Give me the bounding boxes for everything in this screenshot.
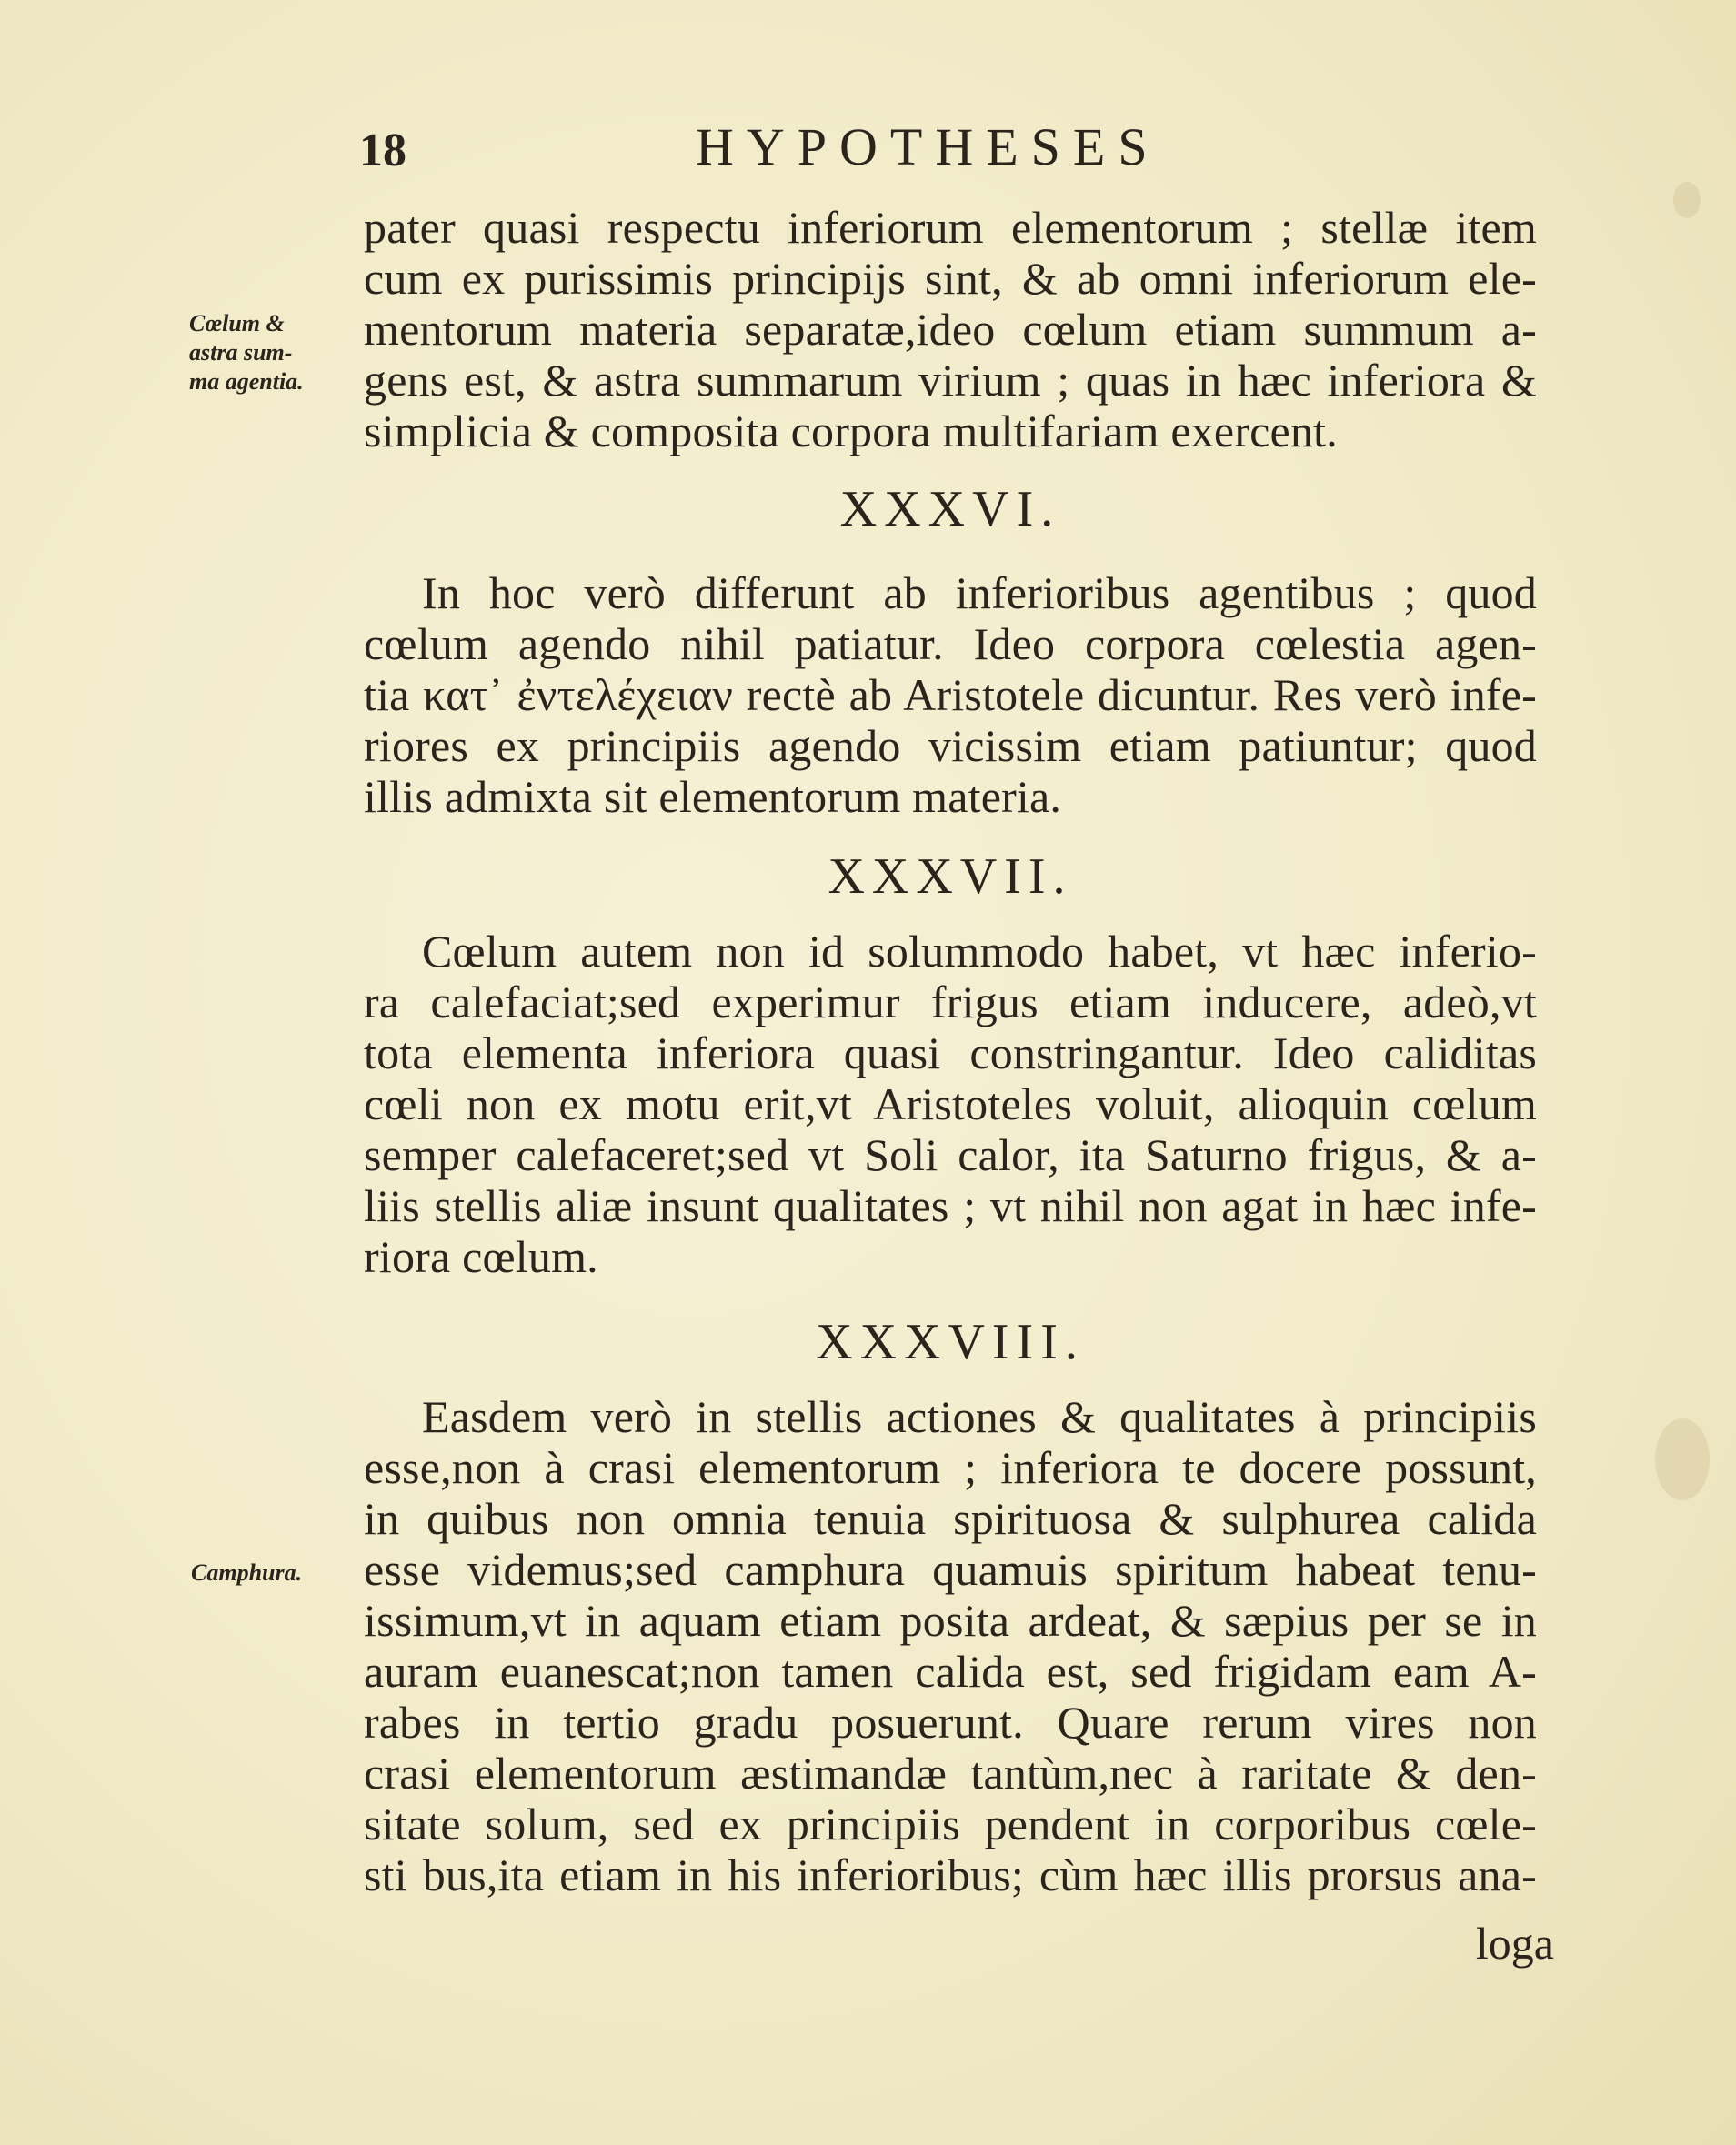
text-line: riores ex principiis agendo vicissim etiam patiuntur; quod bbox=[364, 720, 1537, 771]
margin-note-line: astra sum- bbox=[189, 339, 293, 366]
text-line: Cœlum autem non id solummodo habet, vt hæc inferio- bbox=[422, 926, 1537, 977]
text-line: liis stellis aliæ insunt qualitates ; vt nihil non agat in hæc infe- bbox=[364, 1180, 1537, 1231]
paper-stain bbox=[1673, 182, 1701, 218]
text-line: pater quasi respectu inferiorum elementorum ; stellæ item bbox=[364, 202, 1537, 253]
catchword: loga bbox=[1475, 1918, 1554, 1969]
text-line: cum ex purissimis principijs sint, & ab omni inferiorum ele- bbox=[364, 253, 1537, 304]
text-line: cœli non ex motu erit,vt Aristoteles voluit, alioquin cœlum bbox=[364, 1078, 1537, 1129]
text-line: sitate solum, sed ex principiis pendent in corporibus cœle- bbox=[364, 1799, 1537, 1849]
section-heading-36: XXXVI. bbox=[839, 481, 1061, 537]
paragraph-36 bbox=[364, 567, 1537, 822]
text-line: Easdem verò in stellis actiones & qualitates à principiis bbox=[422, 1391, 1537, 1442]
paragraph-38 bbox=[364, 1391, 1537, 1900]
section-heading-38: XXXVIII. bbox=[816, 1314, 1085, 1370]
text-line: auram euanescat;non tamen calida est, sed frigidam eam A- bbox=[364, 1646, 1537, 1697]
paper-stain bbox=[1655, 1418, 1710, 1500]
text-line: simplicia & composita corpora multifariam exercent. bbox=[364, 406, 1338, 456]
text-line: cœlum agendo nihil patiatur. Ideo corpora cœlestia agen- bbox=[364, 618, 1537, 669]
page-number: 18 bbox=[359, 125, 406, 176]
text-line: illis admixta sit elementorum materia. bbox=[364, 771, 1062, 822]
running-head: HYPOTHESES bbox=[696, 117, 1160, 176]
margin-note-line: Cœlum & bbox=[189, 310, 285, 336]
text-line: esse,non à crasi elementorum ; inferiora te docere possunt, bbox=[364, 1442, 1537, 1493]
section-heading-37: XXXVII. bbox=[828, 848, 1073, 905]
margin-note-line: ma agentia. bbox=[189, 368, 304, 395]
text-line: tota elementa inferiora quasi constringantur. Ideo caliditas bbox=[364, 1027, 1537, 1078]
margin-note-camphura bbox=[191, 1559, 302, 1588]
text-line: esse videmus;sed camphura quamuis spiritum habeat tenu- bbox=[364, 1544, 1537, 1595]
text-line: issimum,vt in aquam etiam posita ardeat, & sæpius per se in bbox=[364, 1595, 1537, 1646]
text-line: semper calefaceret;sed vt Soli calor, ita Saturno frigus, & a- bbox=[364, 1129, 1537, 1180]
text-line: crasi elementorum æstimandæ tantùm,nec à raritate & den- bbox=[364, 1748, 1537, 1799]
text-line: In hoc verò differunt ab inferioribus agentibus ; quod bbox=[422, 567, 1537, 618]
text-line: rabes in tertio gradu posuerunt. Quare rerum vires non bbox=[364, 1697, 1537, 1748]
text-line: riora cœlum. bbox=[364, 1231, 598, 1282]
page-header bbox=[359, 116, 1532, 189]
paragraph-37 bbox=[364, 926, 1537, 1282]
text-line: mentorum materia separatæ,ideo cœlum etiam summum a- bbox=[364, 304, 1537, 355]
margin-note-caelum bbox=[189, 309, 304, 396]
text-line: sti bus,ita etiam in his inferioribus; cùm hæc illis prorsus ana- bbox=[364, 1849, 1537, 1900]
text-line: ra calefaciat;sed experimur frigus etiam inducere, adeò,vt bbox=[364, 977, 1537, 1027]
text-line: tia κατ᾽ ἐντελέχειαν rectè ab Aristotele dicuntur. Res verò infe- bbox=[364, 669, 1537, 720]
margin-note-line: Camphura. bbox=[191, 1559, 303, 1586]
paragraph-intro bbox=[364, 202, 1537, 456]
text-line: gens est, & astra summarum virium ; quas in hæc inferiora & bbox=[364, 355, 1537, 406]
text-line: in quibus non omnia tenuia spirituosa & sulphurea calida bbox=[364, 1493, 1537, 1544]
